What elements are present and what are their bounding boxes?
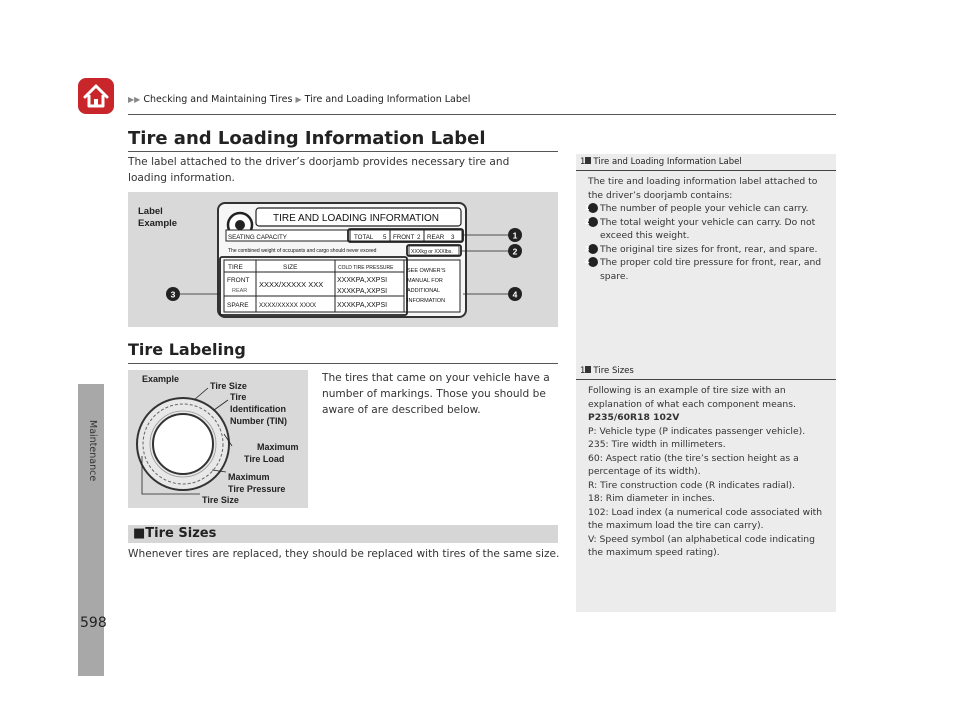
label-title: TIRE AND LOADING INFORMATION — [273, 213, 439, 224]
breadcrumb-arrow-icon: ▶ — [295, 95, 302, 104]
total-label: TOTAL — [354, 234, 374, 241]
col-tire: TIRE — [228, 264, 243, 271]
see-manual: MANUAL FOR — [407, 278, 443, 284]
breadcrumb-item[interactable]: Checking and Maintaining Tires — [143, 94, 293, 105]
max-pressure-label: Maximum — [228, 472, 270, 482]
tin-label: Identification — [230, 404, 286, 414]
breadcrumb-arrow-icon: ▶▶ — [128, 95, 141, 104]
figure-caption: Example — [138, 218, 178, 229]
sidenote-item: 1 The number of people your vehicle can carry. — [584, 203, 809, 214]
row-rear: REAR — [232, 288, 248, 294]
front-value: 2 — [417, 234, 421, 241]
see-manual: ADDITIONAL — [407, 288, 441, 294]
sidenote-1 — [580, 157, 832, 283]
sidenote-title: Tire Sizes — [593, 366, 634, 376]
pressure-spare: XXXKPA,XXPSI — [337, 302, 388, 309]
sidenote-line: R: Tire construction code (R indicates radial). — [588, 479, 796, 491]
section-rule — [128, 151, 558, 152]
sidenote-line: V: Speed symbol (an alphabetical code indicating the maximum speed rating). — [588, 533, 815, 558]
max-pressure-label: Tire Pressure — [228, 484, 286, 494]
svg-text:1: 1 — [512, 230, 518, 241]
sidenote-line: 60: Aspect ratio (the tire’s section height as a percentage of its width). — [588, 452, 799, 477]
tire-size-example: P235/60R18 102V — [588, 412, 680, 423]
tire-sizes-paragraph: Whenever tires are replaced, they should be replaced with tires of the same size. — [128, 548, 560, 560]
home-button[interactable] — [78, 78, 114, 114]
rear-value: 3 — [451, 234, 455, 241]
sidenote-item: 2 The total weight your vehicle can carry. Do not exceed this weight. — [584, 216, 816, 241]
sidenote-intro: Following is an example of tire size with an explanation of what each component means. — [588, 385, 796, 410]
sidenote-line: 102: Load index (a numerical code associated with the maximum load the tire can carry). — [588, 506, 823, 531]
tin-label: Tire — [230, 392, 247, 402]
label-figure — [128, 192, 558, 327]
see-manual: INFORMATION — [407, 298, 446, 304]
tire-size-label: Tire Size — [210, 381, 247, 391]
page-number: 598 — [80, 615, 107, 631]
figure-caption: Example — [142, 374, 180, 384]
total-value: 5 — [383, 234, 387, 241]
figure-caption: Label — [138, 206, 163, 217]
home-icon — [78, 78, 114, 114]
side-section-label: Maintenance — [87, 420, 98, 482]
front-label: FRONT — [393, 234, 415, 241]
seating-capacity: SEATING CAPACITY — [228, 234, 287, 241]
pressure-rear: XXXKPA,XXPSI — [337, 288, 388, 295]
weight-value: XXXkg or XXXlbs. — [411, 249, 453, 255]
sidenote-item: 3 The original tire sizes for front, rear, and spare. — [584, 243, 818, 255]
section-rule — [128, 363, 558, 364]
breadcrumb — [128, 94, 470, 105]
max-load-label: Maximum — [257, 442, 299, 452]
intro-paragraph: The label attached to the driver’s doorjamb provides necessary tire and loading information. — [128, 156, 510, 184]
col-pressure: COLD TIRE PRESSURE — [338, 265, 394, 271]
rear-label: REAR — [427, 234, 445, 241]
sidenote-intro: The tire and loading information label attached to the driver’s doorjamb contains: — [588, 176, 818, 201]
sidenote-line: 18: Rim diameter in inches. — [588, 493, 715, 504]
pressure-front: XXXKPA,XXPSI — [337, 277, 388, 284]
size-main: XXXX/XXXXX XXX — [259, 280, 324, 289]
tire-labeling-paragraph: The tires that came on your vehicle have a number of markings. Those you should be aware of are described below. — [322, 372, 550, 416]
size-spare: XXXX/XXXXX XXXX — [259, 302, 317, 309]
row-front: FRONT — [227, 277, 250, 284]
tire-rim — [153, 414, 213, 474]
section-title: Tire Labeling — [128, 340, 246, 359]
see-manual: SEE OWNER’S — [407, 268, 446, 274]
reference-icon: 1 — [580, 157, 586, 167]
combined-weight-text: The combined weight of occupants and cargo should never exceed — [228, 248, 377, 254]
svg-text:4: 4 — [512, 289, 518, 300]
tire-size-label: Tire Size — [202, 495, 239, 505]
section-title: Tire and Loading Information Label — [128, 128, 486, 149]
tire-figure — [128, 370, 308, 508]
col-size: SIZE — [283, 264, 298, 271]
reference-icon: 1 — [580, 366, 586, 376]
svg-text:2: 2 — [512, 246, 518, 257]
subheading: ■Tire Sizes — [133, 526, 217, 541]
svg-text:3: 3 — [170, 289, 176, 300]
sidenote-title: Tire and Loading Information Label — [593, 157, 742, 167]
max-load-label: Tire Load — [244, 454, 285, 464]
sidenote-line: P: Vehicle type (P indicates passenger vehicle). — [588, 425, 806, 437]
breadcrumb-item[interactable]: Tire and Loading Information Label — [304, 94, 471, 105]
sidenote-item: 4 The proper cold tire pressure for front, rear, and spare. — [584, 257, 822, 282]
sidenote-line: 235: Tire width in millimeters. — [588, 439, 726, 450]
row-spare: SPARE — [227, 302, 249, 309]
header-rule — [128, 114, 836, 115]
sidenote-2 — [580, 366, 832, 560]
tin-label: Number (TIN) — [230, 416, 287, 426]
